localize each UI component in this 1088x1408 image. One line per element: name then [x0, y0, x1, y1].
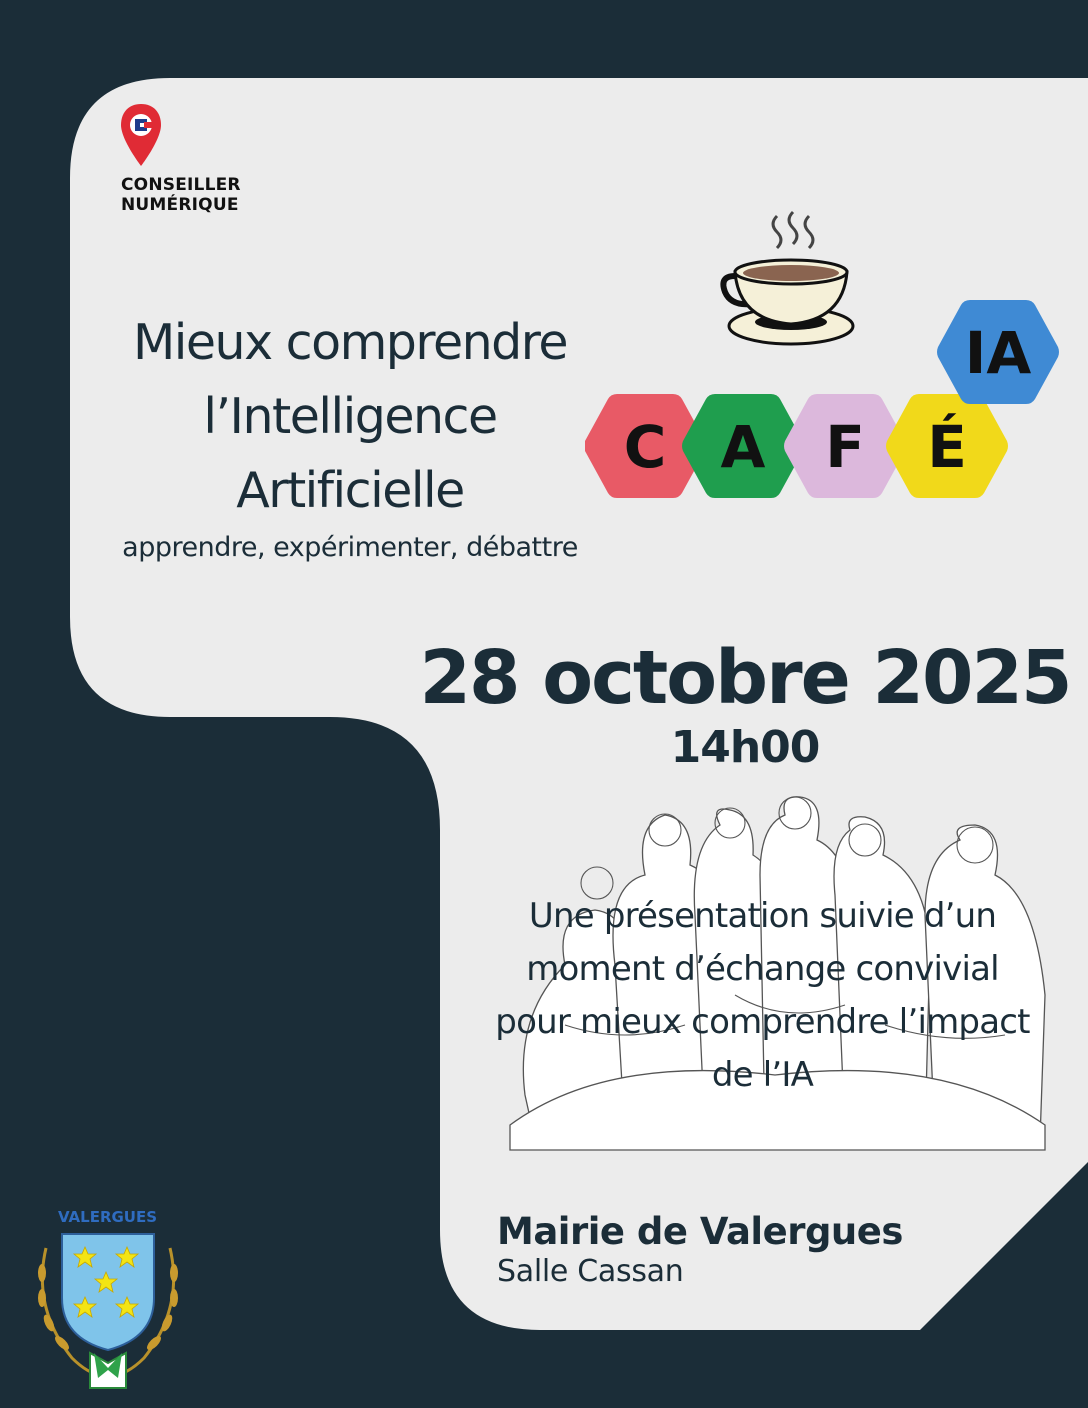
event-time: 14h00: [670, 722, 820, 773]
crest-label: VALERGUES: [57, 1208, 158, 1226]
title-line-2: l’Intelligence: [203, 388, 497, 445]
title-line-3: Artificielle: [236, 462, 464, 519]
letter-a: A: [720, 413, 766, 481]
title-line-1: Mieux comprendre: [132, 314, 567, 371]
description-line-2: moment d’échange convivial: [526, 949, 999, 989]
badge-ia: IA: [964, 319, 1032, 387]
room-name: Salle Cassan: [497, 1254, 684, 1289]
logo-line-1: CONSEILLER: [121, 175, 241, 195]
location-pin-icon: [118, 102, 164, 170]
main-title: [60, 306, 640, 528]
description: [455, 890, 1070, 1102]
letter-c: C: [623, 413, 667, 481]
logo-text: [121, 175, 241, 215]
venue-name: Mairie de Valergues: [497, 1210, 903, 1253]
description-line-4: de l’IA: [711, 1055, 814, 1095]
cafe-ia-logo: [585, 290, 1060, 510]
description-line-3: pour mieux comprendre l’impact: [495, 1002, 1030, 1042]
letter-f: F: [825, 413, 865, 481]
logo-line-2: NUMÉRIQUE: [121, 195, 239, 215]
letter-e-acute: É: [927, 413, 967, 481]
tagline: apprendre, expérimenter, débattre: [122, 532, 578, 563]
description-line-1: Une présentation suivie d’un: [528, 896, 997, 936]
coat-of-arms-icon: [32, 1228, 184, 1393]
event-date: 28 octobre 2025: [419, 635, 1071, 721]
